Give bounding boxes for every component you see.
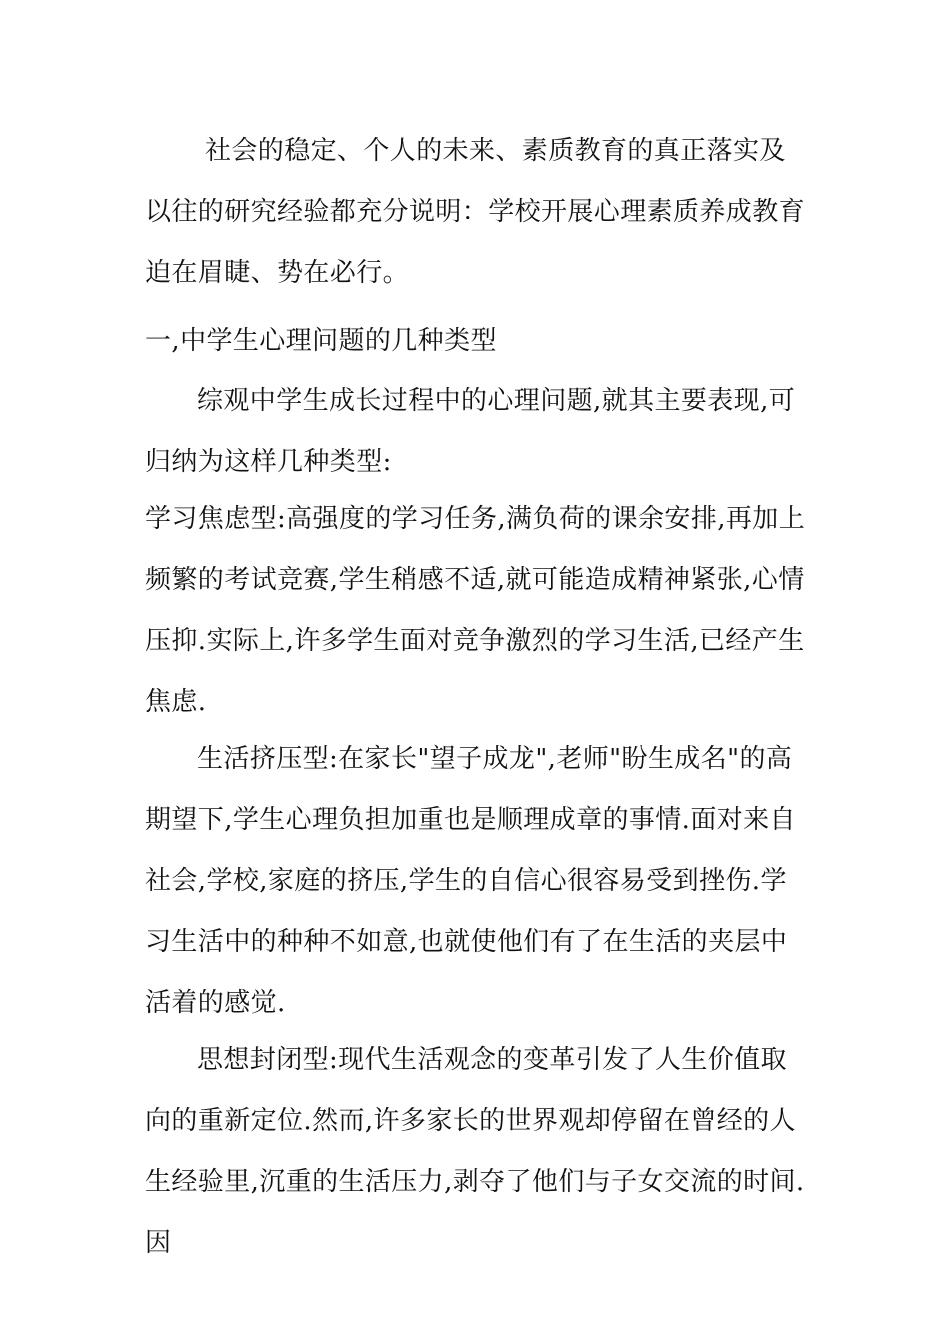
paragraph-life-pressure: 生活挤压型:在家长"望子成龙",老师"盼生成名"的高期望下,学生心理负担加重也是顺理成章的事情.面对来自社会,学校,家庭的挤压,学生的自信心很容易受到挫伤.学习生活中的种种不如意,也就使他们有了在生活的夹层中活着的感觉. xyxy=(145,744,796,1018)
paragraph-closed-thinking: 思想封闭型:现代生活观念的变革引发了人生价值取向的重新定位.然而,许多家长的世界观却停留在曾经的人生经验里,沉重的生活压力,剥夺了他们与子女交流的时间.因 xyxy=(145,1045,805,1258)
section-heading: 一,中学生心理问题的几种类型 xyxy=(145,326,497,356)
paragraph-study-anxiety: 学习焦虑型:高强度的学习任务,满负荷的课余安排,再加上频繁的考试竞赛,学生稍感不适,就可能造成精神紧张,心情压抑.实际上,许多学生面对竞争激烈的学习生活,已经产生焦虑. xyxy=(145,504,806,717)
paragraph-overview: 综观中学生成长过程中的心理问题,就其主要表现,可归纳为这样几种类型: xyxy=(145,386,796,477)
paragraph-intro: 社会的稳定、个人的未来、素质教育的真正落实及以往的研究经验都充分说明：学校开展心理素质养成教育迫在眉睫、势在必行。 xyxy=(145,136,806,288)
